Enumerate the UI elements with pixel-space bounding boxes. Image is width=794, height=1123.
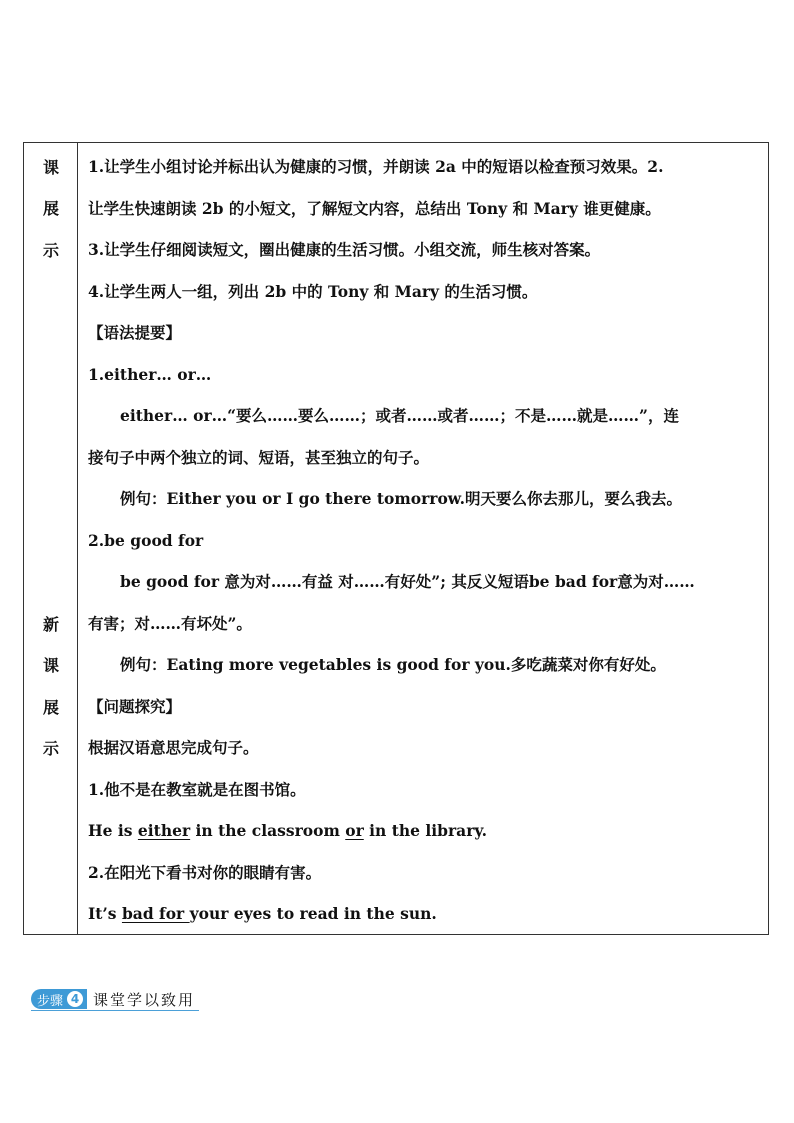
example-sentence: 例句：Either you or I go there tomorrow.明天要么你去那儿，要么我去。 <box>120 489 682 508</box>
text-line: 让学生快速朗读 2b 的小短文，了解短文内容，总结出 Tony 和 Mary 谁更健康。 <box>88 199 661 218</box>
content-column <box>78 143 768 934</box>
section-label-char: 展 <box>42 698 59 717</box>
section-label-char: 示 <box>42 241 59 260</box>
step-number-badge: 4 <box>67 991 83 1007</box>
section-label-char: 展 <box>42 199 59 218</box>
lesson-table <box>23 142 769 935</box>
exercise-prompt: 2.在阳光下看书对你的眼睛有害。 <box>88 863 322 882</box>
step-tag <box>31 989 87 1009</box>
step-tag-label: 步骤 <box>37 993 64 1009</box>
text-line: 接句子中两个独立的词、短语，甚至独立的句子。 <box>88 448 430 467</box>
answer-blank: either <box>137 821 191 840</box>
section-label-char: 课 <box>42 158 59 177</box>
grammar-item-title: 2.be good for <box>88 531 204 550</box>
answer-blank: or <box>345 821 364 840</box>
answer-text: in the classroom <box>190 821 346 840</box>
answer-text: your eyes to read in the sun. <box>189 904 437 923</box>
section-label-char: 课 <box>42 656 59 675</box>
exercise-answer-line <box>88 903 764 925</box>
exercise-prompt: 1.他不是在教室就是在图书馆。 <box>88 780 306 799</box>
example-sentence: 例句：Eating more vegetables is good for you.多吃蔬菜对你有好处。 <box>120 655 666 674</box>
step-banner <box>31 988 199 1011</box>
text-line: 4.让学生两人一组，列出 2b 中的 Tony 和 Mary 的生活习惯。 <box>88 282 538 301</box>
answer-text: in the library. <box>363 821 488 840</box>
answer-blank: bad for <box>121 904 190 923</box>
exercise-answer-line <box>88 820 764 842</box>
text-line: 1.让学生小组讨论并标出认为健康的习惯，并朗读 2a 中的短语以检查预习效果。2. <box>88 157 664 176</box>
section-heading-grammar: 【语法提要】 <box>88 323 182 342</box>
section-label-char: 新 <box>42 615 59 634</box>
grammar-item-title: 1.either… or… <box>88 365 212 384</box>
section-heading-inquiry: 【问题探究】 <box>88 697 182 716</box>
text-line: 有害；对……有坏处”。 <box>88 614 252 633</box>
text-line: be good for 意为对……有益 对……有好处”; 其反义短语be bad for意为对…… <box>120 572 695 591</box>
answer-text: He is <box>88 821 138 840</box>
instruction-line: 根据汉语意思完成句子。 <box>88 738 259 757</box>
text-line: 3.让学生仔细阅读短文，圈出健康的生活习惯。小组交流，师生核对答案。 <box>88 240 601 259</box>
step-title: 课堂学以致用 <box>93 990 196 1009</box>
text-line: either… or…“要么……要么……；或者……或者……；不是……就是……”，连 <box>120 406 679 425</box>
answer-text: It’s <box>88 904 122 923</box>
section-label-column <box>24 143 78 934</box>
section-label-char: 示 <box>42 739 59 758</box>
